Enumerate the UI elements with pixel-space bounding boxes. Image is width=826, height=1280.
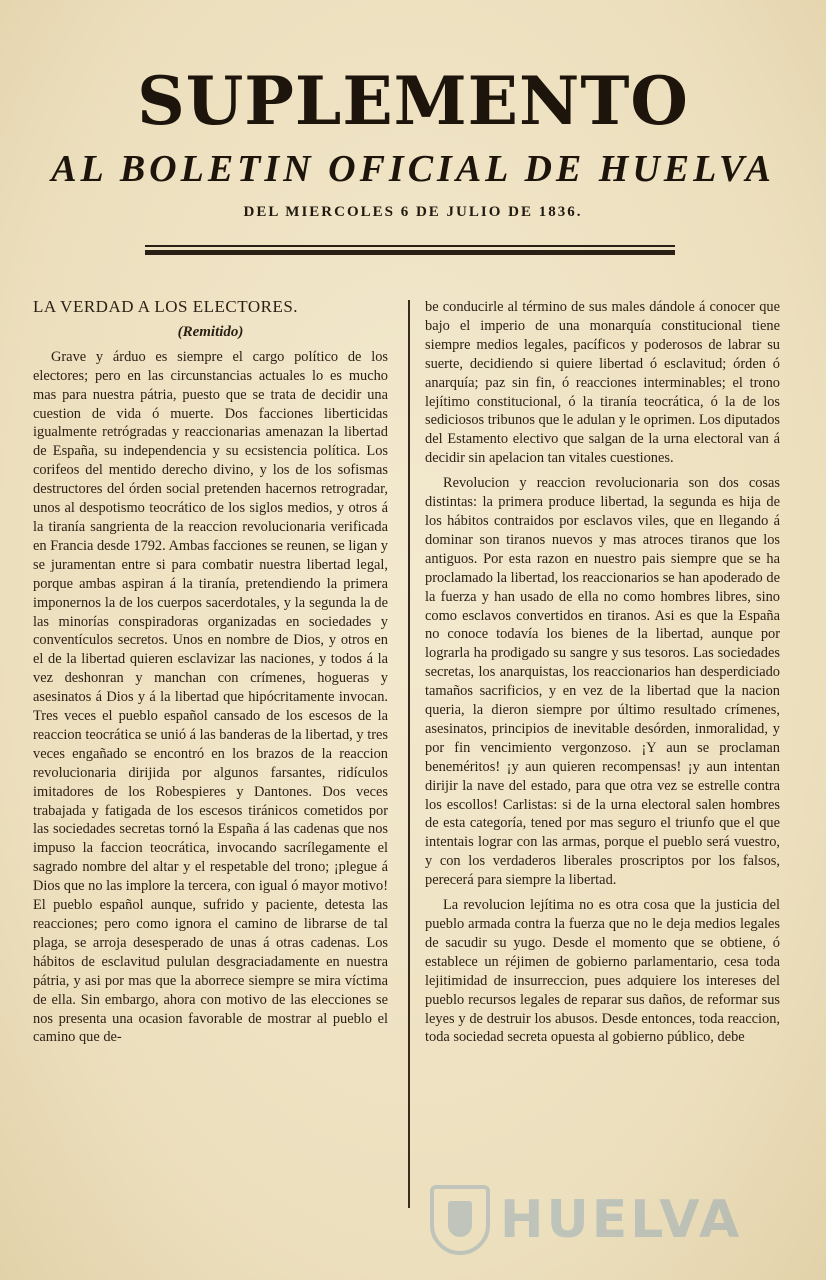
masthead-dateline: DEL MIERCOLES 6 DE JULIO DE 1836. xyxy=(243,204,583,220)
thin-rule xyxy=(145,245,675,247)
right-paragraph-1: be conducirle al término de sus males dándole á conocer que bajo el imperio de una monarquía constitucional tiene siempre medios legales, pacíficos y poderosos de labrar su suerte, decidiendo si quiere libertad ó esclavitud; órden ó anarquía; paz sin fin, ó reacciones interminables; el trono lejítimo constitucional, ó la tiranía teocrática, ó la de los sediciosos tribunos que le adulan y le oprimen. Los diputados del Estamento electivo que salgan de la urna electoral van á decidir sin apelacion tan vitales cuestiones. xyxy=(425,299,780,467)
left-column xyxy=(33,298,388,1053)
masthead-title: SUPLEMENTO xyxy=(137,62,689,140)
article-heading: LA VERDAD A LOS ELECTORES. xyxy=(33,297,299,316)
masthead-subtitle: AL BOLETIN OFICIAL DE HUELVA xyxy=(51,148,775,190)
right-paragraph-3: La revolucion lejítima no es otra cosa que la justicia del pueblo armada contra la fuerza que no le deja medios legales de sacudir su yugo. Desde el momento que se obtiene, ó establece un réjimen de gobierno parlamentario, cesa toda lejitimidad de insurreccion, pues adquiere los intereses del pueblo recursos legales de reparar sus daños, de reformar sus leyes y de destruir los abusos. Desde entonces, toda reaccion, toda sociedad secreta opuesta al gobierno público, debe xyxy=(425,897,780,1046)
right-column xyxy=(425,298,780,1053)
watermark-text: HUELVA xyxy=(500,1190,743,1250)
thick-rule xyxy=(145,250,675,255)
archive-watermark xyxy=(430,1180,760,1260)
article-byline: (Remitido) xyxy=(177,323,244,340)
column-divider xyxy=(408,300,410,1208)
right-paragraph-2: Revolucion y reaccion revolucionaria son dos cosas distintas: la primera produce libertad, la segunda es hija de los hábitos contraidos por esclavos viles, que en llegando á dominar son tiranos nuevos y mas atroces tiranos que los antiguos. Por esta razon en nuestro pais siempre que se ha proclamado la libertad, los reaccionarios se han apoderado de la fuerza y han usado de ella no como hombres libres, sino como esclavos convertidos en tiranos. Asi es que la España no conoce todavía los bienes de la libertad, aunque por lograrla ha prodigado su sangre y sus tesoros. Las sociedades secretas, los anarquistas, los reaccionarios han desperdiciado tamaños sacrificios, y en vez de la libertad que la nacion queria, la dieron siempre por último resultado crímenes, asesinatos, principios de inevitable desórden, inmoralidad, y por fin vencimiento vergonzoso. ¡Y aun se proclaman beneméritos! ¡y aun quieren recompensas! ¡y aun intentan dirijir la nave del estado, para que otra vez se estrelle contra los escollos! Carlistas: si de la urna electoral salen hombres de esta categoría, tened por mas seguro el triunfo que el que intentais lograr con las armas, porque el pueblo será vuestro, y con los verdaderos liberales proscriptos por los falsos, perecerá para siempre la libertad. xyxy=(425,475,780,889)
left-paragraph-1: Grave y árduo es siempre el cargo político de los electores; pero en las circunstancias actuales lo es mucho mas para nuestra pátria, puesto que se trata de decidir una cuestion de vida ó muerte. Dos facciones liberticidas igualmente retrógradas y reaccionarias amenazan la libertad de España, su independencia y su ecsistencia política. Los corifeos del mentido derecho divino, y los de los sofismas destructores del órden social pretenden hacernos retrogradar, unos al despotismo teocrático de los siglos medios, y otros á la tiranía sangrienta de la reaccion revolucionaria verificada en Francia desde 1792. Ambas facciones se reunen, se ligan y se juramentan entre si para combatir nuestra libertad legal, porque ambas aspiran á la tiranía, pretendiendo la primera imponernos la de los cuerpos sacerdotales, y la segunda la de las minorías conspiradoras organizadas en sociedades y conventículos secretos. Unos en nombre de Dios, y otros en el de la libertad quieren esclavizar las naciones, y todos á la vez deshonran y manchan con crímenes, hogueras y asesinatos á Dios y á la libertad que hipócritamente invocan. Tres veces el pueblo español cansado de los escesos de la reaccion teocrática se unió á las banderas de la libertad, y tres veces engañado se encontró en los brazos de la reaccion revolucionaria dirijida por algunos farsantes, ridículos imitadores de los Robespieres y Dantones. Dos veces trabajada y fatigada de los escesos tiránicos cometidos por las sociedades secretas tornó la España á las cadenas que nos impuso la faccion teocrática, invocando sacrílegamente el sagrado nombre del altar y el respetable del trono; ¡plegue á Dios que no las implore la tercera, con igual ó mayor motivo! El pueblo español aunque, sufrido y paciente, detesta las reacciones; pero como ignora el camino de librarse de tal plaga, se arroja desesperado de unas á otras cadenas. Los hábitos de esclavitud pululan desgraciadamente en nuestra pátria, y asi por mas que la aborrece siempre se mira víctima de ella. Sin embargo, ahora con motivo de las elecciones se nos presenta una ocasion favorable de mostrar al pueblo el camino que de- xyxy=(33,348,388,1046)
masthead xyxy=(0,62,826,221)
shield-icon xyxy=(430,1185,490,1255)
